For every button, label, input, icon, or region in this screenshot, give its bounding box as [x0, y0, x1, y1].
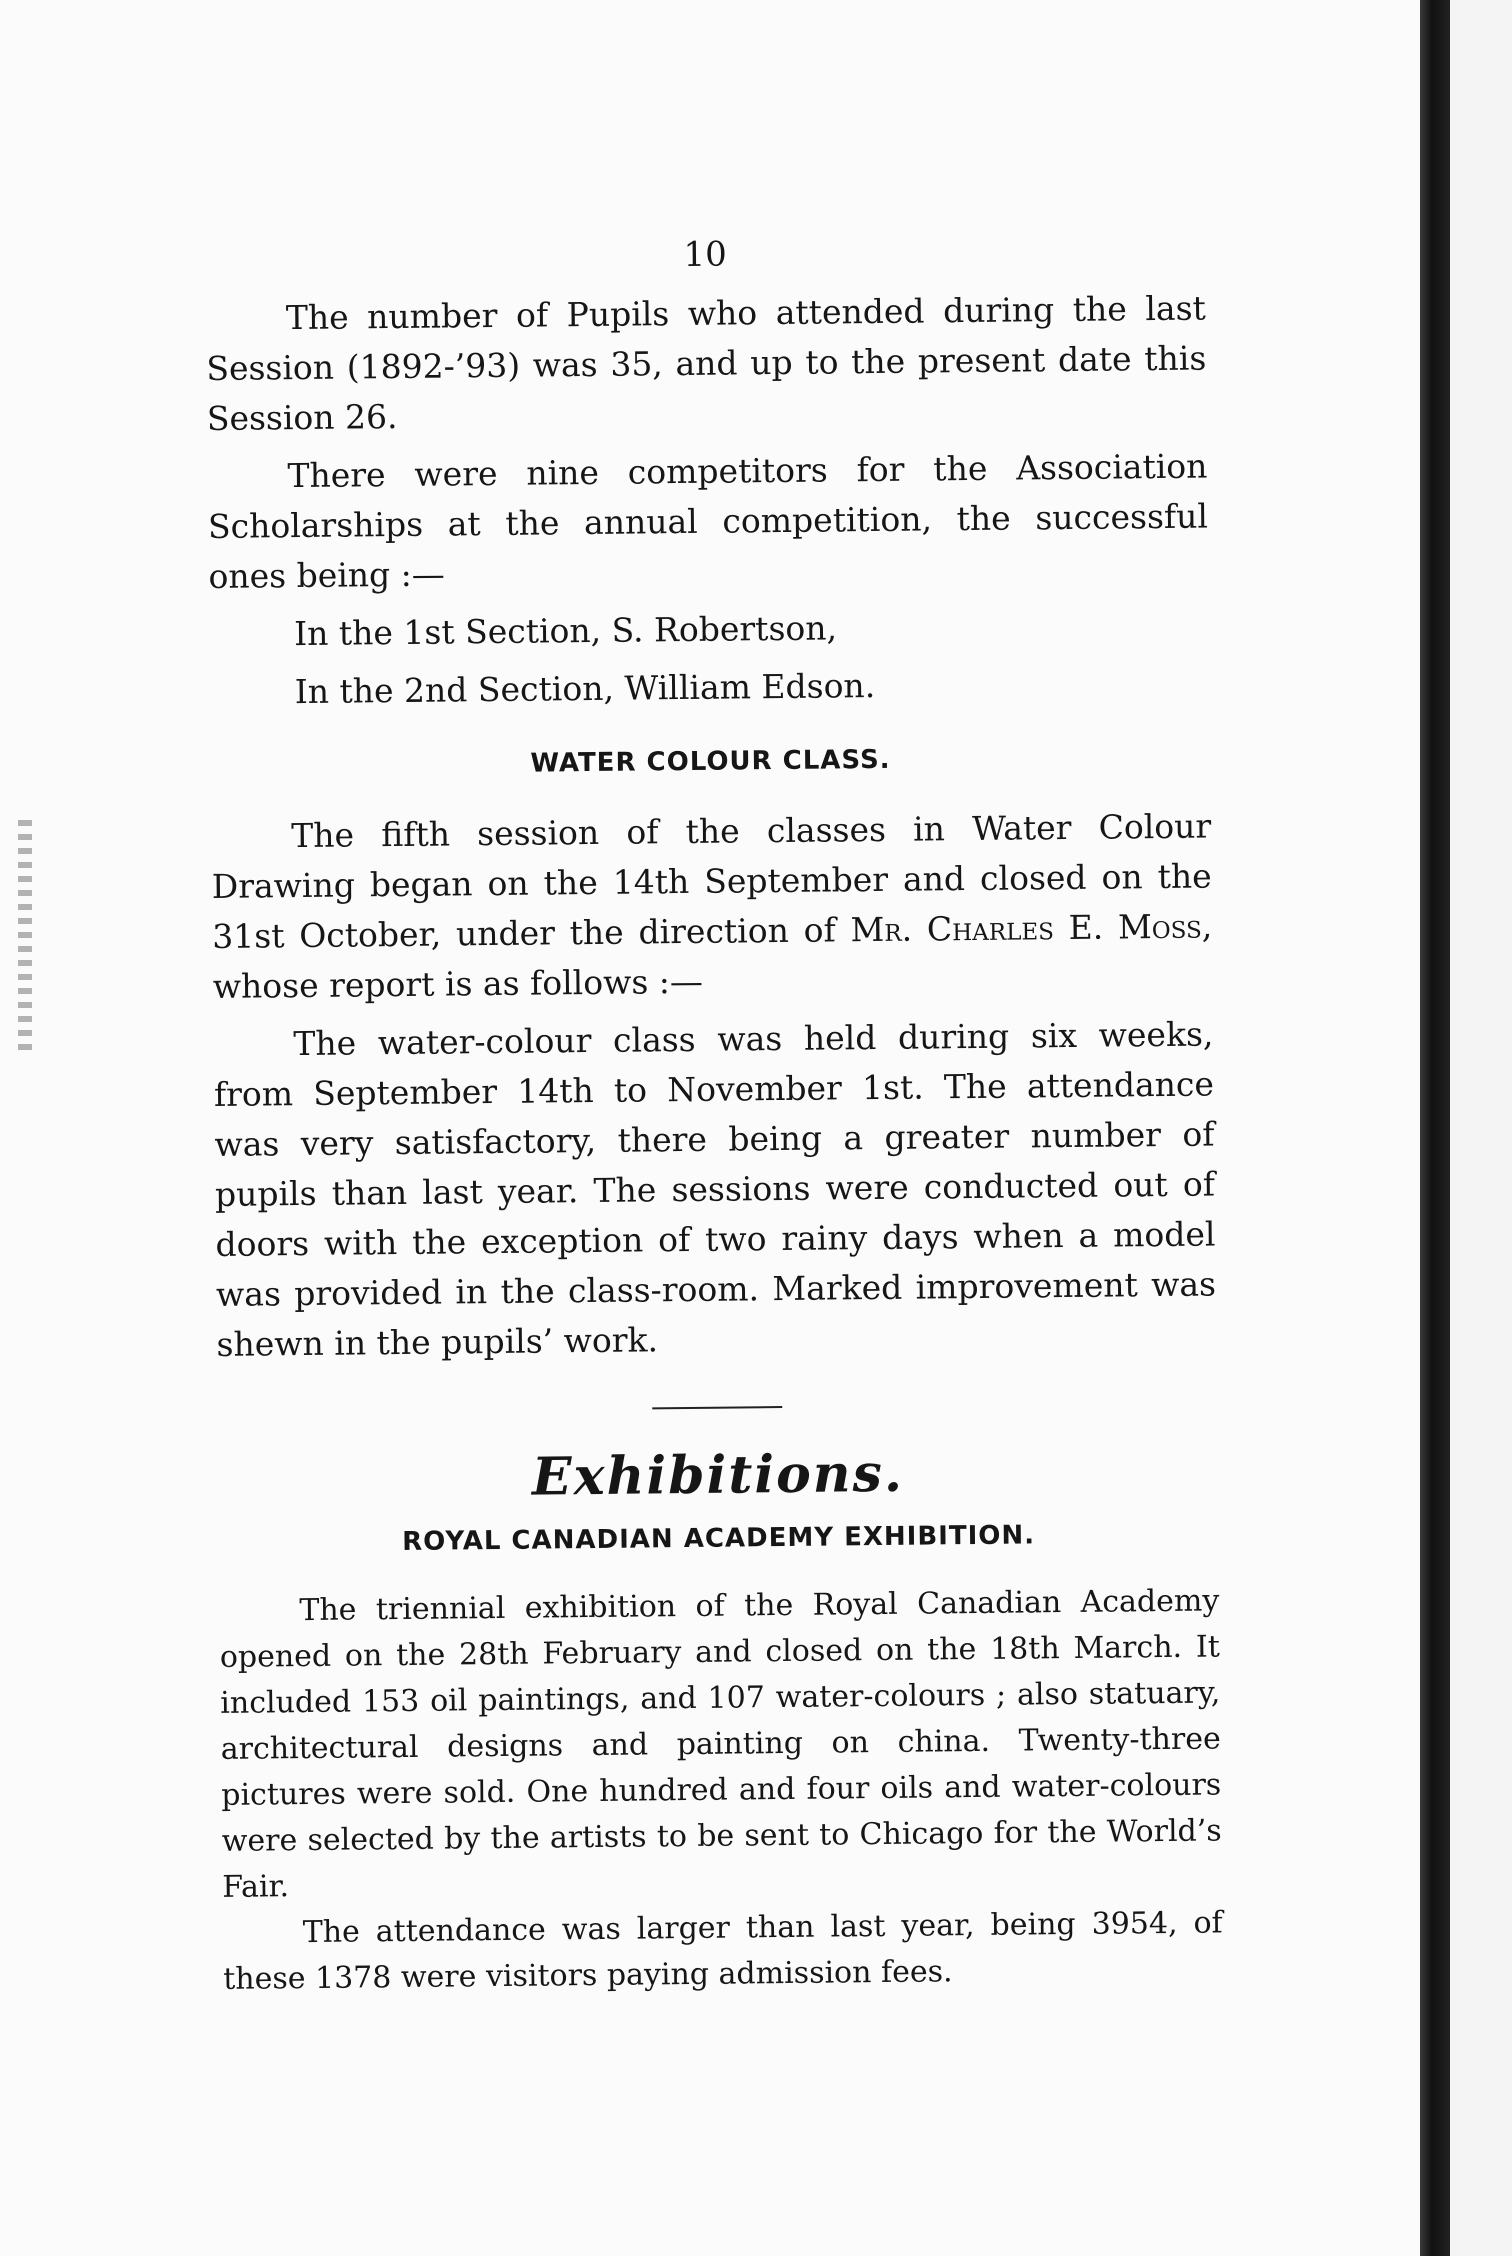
instructor-name: Mr. Charles E. Moss	[850, 906, 1202, 950]
attendance-paragraph: The attendance was larger than last year, being 3954, of these 1378 were visitors paying admission fees.	[223, 1905, 1223, 1997]
water-colour-paragraph	[211, 801, 1213, 1011]
margin-marks	[18, 820, 32, 1050]
first-section-line: In the 1st Section, S. Robertson,	[293, 608, 838, 654]
exhibitions-title: Exhibitions.	[531, 1442, 905, 1508]
water-colour-text-a: The fifth session of the classes in Water Colour Drawing began on the 14th September and closed on the 31st October, under the direction of	[211, 806, 1212, 956]
pupils-paragraph: The number of Pupils who attended during the last Session (1892-’93) was 35, and up to the present date this Session 26.	[206, 288, 1207, 438]
page-number: 10	[683, 234, 728, 275]
water-colour-heading: WATER COLOUR CLASS.	[530, 744, 891, 779]
page-binding-edge	[1420, 0, 1450, 2256]
report-paragraph: The water-colour class was held during six weeks, from September 14th to November 1st. The attendance was very satisfactory, there being a greater number of pupils than last year. The sessions were conducted out of doors with the exception of two rainy days when a model was provided in the class-room. Marked improvement was shewn in the pupils’ work.	[213, 1014, 1217, 1364]
section-divider	[652, 1406, 782, 1409]
scholarship-paragraph: There were nine competitors for the Association Scholarships at the annual competition, the successful ones being :—	[207, 446, 1209, 596]
second-section-line: In the 2nd Section, William Edson.	[294, 666, 876, 712]
text-column	[205, 230, 1223, 2003]
academy-paragraph: The triennial exhibition of the Royal Canadian Academy opened on the 28th February and closed on the 18th March. It included 153 oil paintings, and 107 water-colours ; also statuary, architectural designs and painting on china. Twenty-three pictures were sold. One hundred and four oils and water-colours were selected by the artists to be sent to Chicago for the World’s Fair.	[219, 1583, 1222, 1905]
adjacent-page	[1450, 0, 1512, 2256]
academy-heading: ROYAL CANADIAN ACADEMY EXHIBITION.	[402, 1520, 1036, 1558]
water-colour-text-b: , whose report is as follows :—	[212, 906, 1213, 1006]
